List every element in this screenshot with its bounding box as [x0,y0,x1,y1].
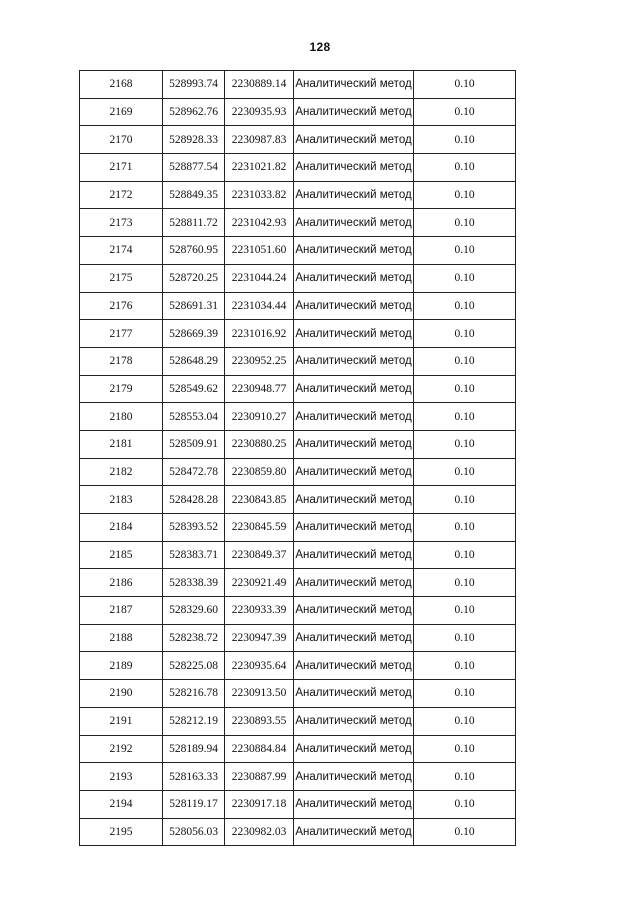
x-coordinate-cell: 528383.71 [163,541,225,569]
y-coordinate-cell: 2231021.82 [225,154,294,182]
x-coordinate-cell: 528238.72 [163,624,225,652]
y-coordinate-cell: 2231034.44 [225,292,294,320]
y-coordinate-cell: 2230935.93 [225,98,294,126]
accuracy-cell: 0.10 [414,597,516,625]
point-number-cell: 2187 [80,597,163,625]
accuracy-cell: 0.10 [414,763,516,791]
accuracy-cell: 0.10 [414,403,516,431]
method-cell: Аналитический метод [294,652,414,680]
accuracy-cell: 0.10 [414,292,516,320]
method-cell: Аналитический метод [294,264,414,292]
table-row [80,209,516,237]
table-row [80,680,516,708]
method-cell: Аналитический метод [294,763,414,791]
accuracy-cell: 0.10 [414,98,516,126]
point-number-cell: 2181 [80,430,163,458]
y-coordinate-cell: 2230849.37 [225,541,294,569]
x-coordinate-cell: 528428.28 [163,486,225,514]
x-coordinate-cell: 528928.33 [163,126,225,154]
y-coordinate-cell: 2230921.49 [225,569,294,597]
point-number-cell: 2176 [80,292,163,320]
table-row [80,818,516,846]
method-cell: Аналитический метод [294,569,414,597]
y-coordinate-cell: 2230887.99 [225,763,294,791]
y-coordinate-cell: 2231033.82 [225,181,294,209]
accuracy-cell: 0.10 [414,486,516,514]
x-coordinate-cell: 528225.08 [163,652,225,680]
point-number-cell: 2174 [80,237,163,265]
y-coordinate-cell: 2230948.77 [225,375,294,403]
method-cell: Аналитический метод [294,320,414,348]
y-coordinate-cell: 2230884.84 [225,735,294,763]
y-coordinate-cell: 2230987.83 [225,126,294,154]
accuracy-cell: 0.10 [414,652,516,680]
accuracy-cell: 0.10 [414,735,516,763]
y-coordinate-cell: 2230889.14 [225,71,294,99]
y-coordinate-cell: 2230982.03 [225,818,294,846]
point-number-cell: 2177 [80,320,163,348]
table-row [80,403,516,431]
table-row [80,735,516,763]
y-coordinate-cell: 2230880.25 [225,430,294,458]
table-row [80,486,516,514]
point-number-cell: 2185 [80,541,163,569]
point-number-cell: 2186 [80,569,163,597]
y-coordinate-cell: 2231042.93 [225,209,294,237]
y-coordinate-cell: 2230913.50 [225,680,294,708]
point-number-cell: 2179 [80,375,163,403]
x-coordinate-cell: 528760.95 [163,237,225,265]
x-coordinate-cell: 528189.94 [163,735,225,763]
x-coordinate-cell: 528329.60 [163,597,225,625]
y-coordinate-cell: 2230910.27 [225,403,294,431]
y-coordinate-cell: 2230845.59 [225,514,294,542]
point-number-cell: 2194 [80,790,163,818]
accuracy-cell: 0.10 [414,154,516,182]
x-coordinate-cell: 528509.91 [163,430,225,458]
y-coordinate-cell: 2230935.64 [225,652,294,680]
x-coordinate-cell: 528648.29 [163,347,225,375]
accuracy-cell: 0.10 [414,430,516,458]
table-row [80,514,516,542]
table-row [80,154,516,182]
method-cell: Аналитический метод [294,292,414,320]
accuracy-cell: 0.10 [414,680,516,708]
accuracy-cell: 0.10 [414,71,516,99]
x-coordinate-cell: 528212.19 [163,707,225,735]
y-coordinate-cell: 2230843.85 [225,486,294,514]
x-coordinate-cell: 528119.17 [163,790,225,818]
point-number-cell: 2172 [80,181,163,209]
method-cell: Аналитический метод [294,154,414,182]
table-row [80,237,516,265]
point-number-cell: 2168 [80,71,163,99]
method-cell: Аналитический метод [294,486,414,514]
method-cell: Аналитический метод [294,790,414,818]
point-number-cell: 2191 [80,707,163,735]
y-coordinate-cell: 2231016.92 [225,320,294,348]
table-row [80,458,516,486]
method-cell: Аналитический метод [294,237,414,265]
method-cell: Аналитический метод [294,181,414,209]
point-number-cell: 2180 [80,403,163,431]
accuracy-cell: 0.10 [414,320,516,348]
point-number-cell: 2184 [80,514,163,542]
method-cell: Аналитический метод [294,430,414,458]
y-coordinate-cell: 2230893.55 [225,707,294,735]
accuracy-cell: 0.10 [414,458,516,486]
point-number-cell: 2192 [80,735,163,763]
accuracy-cell: 0.10 [414,237,516,265]
method-cell: Аналитический метод [294,597,414,625]
x-coordinate-cell: 528216.78 [163,680,225,708]
table-row [80,541,516,569]
accuracy-cell: 0.10 [414,181,516,209]
table-row [80,624,516,652]
table-row [80,763,516,791]
x-coordinate-cell: 528849.35 [163,181,225,209]
point-number-cell: 2182 [80,458,163,486]
y-coordinate-cell: 2230917.18 [225,790,294,818]
y-coordinate-cell: 2231044.24 [225,264,294,292]
x-coordinate-cell: 528669.39 [163,320,225,348]
method-cell: Аналитический метод [294,541,414,569]
table-row [80,98,516,126]
method-cell: Аналитический метод [294,403,414,431]
x-coordinate-cell: 528056.03 [163,818,225,846]
table-row [80,430,516,458]
accuracy-cell: 0.10 [414,264,516,292]
accuracy-cell: 0.10 [414,790,516,818]
point-number-cell: 2195 [80,818,163,846]
point-number-cell: 2170 [80,126,163,154]
method-cell: Аналитический метод [294,209,414,237]
method-cell: Аналитический метод [294,514,414,542]
table-row [80,707,516,735]
method-cell: Аналитический метод [294,347,414,375]
x-coordinate-cell: 528962.76 [163,98,225,126]
x-coordinate-cell: 528993.74 [163,71,225,99]
point-number-cell: 2193 [80,763,163,791]
accuracy-cell: 0.10 [414,707,516,735]
x-coordinate-cell: 528877.54 [163,154,225,182]
method-cell: Аналитический метод [294,624,414,652]
page-number: 128 [309,40,331,54]
table-row [80,126,516,154]
table-row [80,320,516,348]
table-row [80,292,516,320]
x-coordinate-cell: 528811.72 [163,209,225,237]
y-coordinate-cell: 2230952.25 [225,347,294,375]
x-coordinate-cell: 528720.25 [163,264,225,292]
point-number-cell: 2171 [80,154,163,182]
point-number-cell: 2183 [80,486,163,514]
accuracy-cell: 0.10 [414,541,516,569]
x-coordinate-cell: 528549.62 [163,375,225,403]
x-coordinate-cell: 528553.04 [163,403,225,431]
method-cell: Аналитический метод [294,458,414,486]
y-coordinate-cell: 2230859.80 [225,458,294,486]
point-number-cell: 2188 [80,624,163,652]
method-cell: Аналитический метод [294,818,414,846]
y-coordinate-cell: 2230933.39 [225,597,294,625]
table-row [80,790,516,818]
table-row [80,347,516,375]
method-cell: Аналитический метод [294,71,414,99]
table-row [80,181,516,209]
coordinates-table [79,70,516,846]
table-row [80,375,516,403]
accuracy-cell: 0.10 [414,818,516,846]
x-coordinate-cell: 528393.52 [163,514,225,542]
method-cell: Аналитический метод [294,126,414,154]
method-cell: Аналитический метод [294,680,414,708]
table-row [80,569,516,597]
table-row [80,71,516,99]
coordinates-table-body [80,71,516,846]
accuracy-cell: 0.10 [414,209,516,237]
table-row [80,264,516,292]
x-coordinate-cell: 528472.78 [163,458,225,486]
method-cell: Аналитический метод [294,735,414,763]
accuracy-cell: 0.10 [414,375,516,403]
point-number-cell: 2175 [80,264,163,292]
point-number-cell: 2173 [80,209,163,237]
table-row [80,652,516,680]
accuracy-cell: 0.10 [414,514,516,542]
accuracy-cell: 0.10 [414,126,516,154]
accuracy-cell: 0.10 [414,624,516,652]
x-coordinate-cell: 528691.31 [163,292,225,320]
method-cell: Аналитический метод [294,375,414,403]
accuracy-cell: 0.10 [414,569,516,597]
point-number-cell: 2178 [80,347,163,375]
method-cell: Аналитический метод [294,707,414,735]
table-row [80,597,516,625]
y-coordinate-cell: 2231051.60 [225,237,294,265]
point-number-cell: 2189 [80,652,163,680]
x-coordinate-cell: 528163.33 [163,763,225,791]
accuracy-cell: 0.10 [414,347,516,375]
x-coordinate-cell: 528338.39 [163,569,225,597]
point-number-cell: 2190 [80,680,163,708]
method-cell: Аналитический метод [294,98,414,126]
y-coordinate-cell: 2230947.39 [225,624,294,652]
point-number-cell: 2169 [80,98,163,126]
